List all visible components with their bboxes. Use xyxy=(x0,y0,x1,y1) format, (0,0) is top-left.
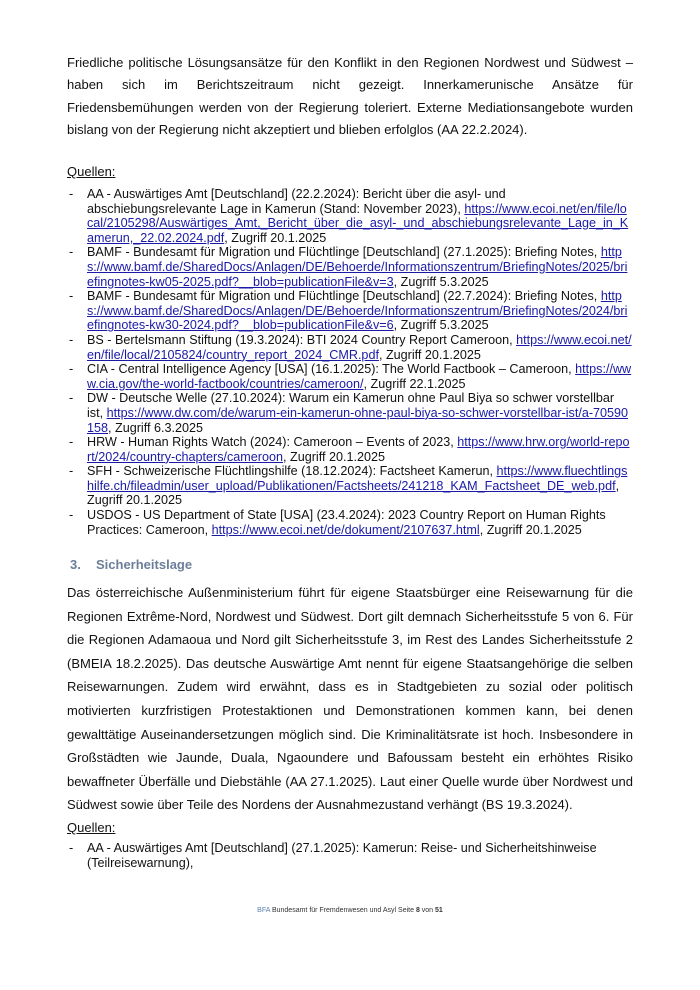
source-item xyxy=(67,391,633,435)
source-text: BAMF - Bundesamt für Migration und Flüchtlinge [Deutschland] (27.1.2025): Briefing Notes, xyxy=(87,245,601,260)
list-dash: - xyxy=(69,464,74,479)
list-dash: - xyxy=(69,508,74,523)
source-item xyxy=(67,333,633,362)
paragraph-security-situation: Das österreichische Außenministerium führt für eigene Staatsbürger eine Reisewarnung für die Regionen Extrême-Nord, Nordwest und Südwest. Dort gilt demnach Sicherheitsstufe 5 von 6. Für die Regionen Adamaoua und Nord gilt Sicherheitsstufe 3, im Rest des Landes Sicherheitsstufe 2 (BMEIA 18.2.2025). Das deutsche Auswärtige Amt nennt für eigene Staatsangehörige die selben Reisewarnungen. Zudem wird erwähnt, dass es in Stadtgebieten zu sozial oder politisch motivierten kurzfristigen Protestaktionen und Demonstrationen kommen kann, bei denen gewalttätige Auseinandersetzungen möglich sind. Die Kriminalitätsrate ist hoch. Insbesondere in Großstädten wie Jaunde, Duala, Ngaoundere und Bafoussam besteht ein erhöhtes Risiko bewaffneter Überfälle und Diebstähle (AA 27.1.2025). Laut einer Quelle wurde über Nordwest und Südwest sowie über Teile des Nordens der Ausnahmezustand verhängt (BS 19.3.2024). xyxy=(67,585,633,813)
source-access-date: , Zugriff 5.3.2025 xyxy=(393,274,489,289)
source-text: HRW - Human Rights Watch (2024): Cameroon – Events of 2023, xyxy=(87,435,458,450)
list-dash: - xyxy=(69,289,74,304)
sources-list xyxy=(67,187,633,537)
source-access-date: , Zugriff 5.3.2025 xyxy=(393,318,489,333)
source-item xyxy=(67,289,633,333)
page-number: 8 xyxy=(415,907,420,914)
source-text: CIA - Central Intelligence Agency [USA] (16.1.2025): The World Factbook – Cameroon, xyxy=(87,362,576,377)
source-text: USDOS - US Department of State [USA] (23.4.2024): 2023 Country Report on Human Rights Practices: Cameroon, xyxy=(87,508,606,537)
source-text: AA - Auswärtiges Amt [Deutschland] (22.2.2024): Bericht über die asyl- und abschiebungsrelevante Lage in Kamerun (Stand: November 2023), xyxy=(87,187,506,216)
source-item xyxy=(67,841,633,870)
bfa-logo-text: BFA xyxy=(257,907,271,914)
sources-label-2: Quellen: xyxy=(67,820,116,835)
list-dash: - xyxy=(69,245,74,260)
source-access-date: , Zugriff 20.1.2025 xyxy=(378,347,481,362)
source-link[interactable]: https://www.ecoi.net/de/dokument/2107637.html xyxy=(211,522,480,537)
footer-von: von xyxy=(419,907,436,914)
source-item xyxy=(67,435,633,464)
source-item xyxy=(67,508,633,537)
page-footer xyxy=(0,907,700,914)
sources-list-2 xyxy=(67,841,633,870)
section-heading xyxy=(70,557,192,572)
section-title: Sicherheitslage xyxy=(96,557,193,572)
source-access-date: , Zugriff 20.1.2025 xyxy=(283,449,386,464)
source-access-date: , Zugriff 6.3.2025 xyxy=(108,420,203,435)
source-text: AA - Auswärtiges Amt [Deutschland] (27.1.2025): Kamerun: Reise- und Sicherheitshinweise (Teilreisewarnung), xyxy=(87,841,597,870)
list-dash: - xyxy=(69,187,74,201)
source-access-date: , Zugriff 22.1.2025 xyxy=(363,376,466,391)
list-dash: - xyxy=(69,841,74,855)
source-text: BAMF - Bundesamt für Migration und Flüchtlinge [Deutschland] (22.7.2024): Briefing Notes, xyxy=(87,289,601,304)
source-link[interactable]: https://www.ecoi.net/en/file/local/2105824/country_report_2024_CMR.pdf xyxy=(87,332,632,362)
source-item xyxy=(67,187,633,245)
source-link[interactable]: https://www.cia.gov/the-world-factbook/countries/cameroon/ xyxy=(87,362,632,391)
page-total: 51 xyxy=(435,907,443,914)
paragraph-conflict-resolution: Friedliche politische Lösungsansätze für den Konflikt in den Regionen Nordwest und Südwest – haben sich im Berichtszeitraum nicht gezeigt. Innerkamerunische Ansätze für Friedensbemühungen werden von der Regierung toleriert. Externe Mediationsangebote wurden bislang von der Regierung nicht akzeptiert und blieben erfolglos (AA 22.2.2024). xyxy=(67,55,633,137)
section-number: 3. xyxy=(70,557,81,572)
source-access-date: , Zugriff 20.1.2025 xyxy=(87,478,620,508)
source-access-date: , Zugriff 20.1.2025 xyxy=(479,522,582,537)
source-item xyxy=(67,245,633,289)
sources-label: Quellen: xyxy=(67,164,116,179)
source-link[interactable]: https://www.fluechtlingshilfe.ch/fileadmin/user_upload/Publikationen/Factsheets/241218_KAM_Factsheet_DE_web.pdf xyxy=(87,464,628,493)
list-dash: - xyxy=(69,362,74,377)
list-dash: - xyxy=(69,391,74,406)
list-dash: - xyxy=(69,435,74,450)
source-link[interactable]: https://www.bamf.de/SharedDocs/Anlagen/DE/Behoerde/Informationszentrum/BriefingNotes/2024/briefingnotes-kw30-2024.pdf?__blob=publicationFile&v=6 xyxy=(87,289,628,333)
source-text: BS - Bertelsmann Stiftung (19.3.2024): BTI 2024 Country Report Cameroon, xyxy=(87,332,517,347)
source-text: DW - Deutsche Welle (27.10.2024): Warum ein Kamerun ohne Paul Biya so schwer vorstellbar ist, xyxy=(87,391,615,420)
source-item xyxy=(67,464,633,508)
source-link[interactable]: https://www.hrw.org/world-report/2024/country-chapters/cameroon xyxy=(87,435,630,464)
source-item xyxy=(67,362,633,391)
footer-org: Bundesamt für Fremdenwesen und Asyl Seite xyxy=(270,907,416,914)
source-access-date: , Zugriff 20.1.2025 xyxy=(224,230,327,245)
source-text: SFH - Schweizerische Flüchtlingshilfe (18.12.2024): Factsheet Kamerun, xyxy=(87,464,497,479)
source-link[interactable]: https://www.bamf.de/SharedDocs/Anlagen/DE/Behoerde/Informationszentrum/BriefingNotes/2025/briefingnotes-kw05-2025.pdf?__blob=publicationFile&v=3 xyxy=(87,245,628,289)
list-dash: - xyxy=(69,332,74,347)
source-link[interactable]: https://www.dw.com/de/warum-ein-kamerun-ohne-paul-biya-so-schwer-vorstellbar-ist/a-70590158 xyxy=(87,405,629,435)
source-link[interactable]: https://www.ecoi.net/en/file/local/2105298/Auswärtiges_Amt,_Bericht_über_die_asyl-_und_abschiebungsrelevante_Lage_in_Kamerun,_22.02.2024.pdf xyxy=(87,201,629,245)
